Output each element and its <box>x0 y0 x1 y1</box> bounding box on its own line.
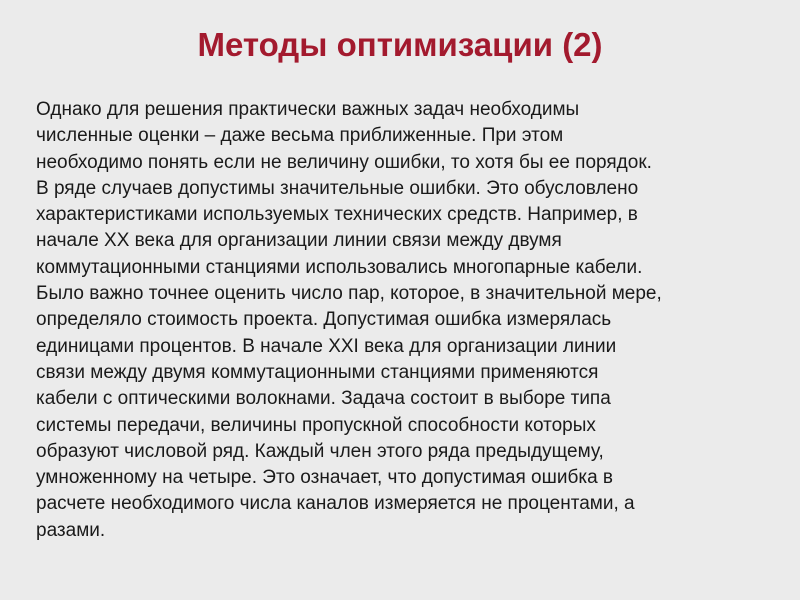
body-line: В ряде случаев допустимы значительные ошибки. Это обусловлено <box>36 177 639 199</box>
body-line: определяло стоимость проекта. Допустимая ошибка измерялась <box>36 309 612 331</box>
body-line: коммутационными станциями использовались многопарные кабели. <box>36 256 643 278</box>
body-line: Однако для решения практически важных задач необходимы <box>36 99 580 120</box>
body-line: образуют числовой ряд. Каждый член этого ряда предыдущему, <box>36 440 604 462</box>
body-line: связи между двумя коммутационными станциями применяются <box>36 361 599 383</box>
body-line: системы передачи, величины пропускной способности которых <box>36 414 596 436</box>
body-line: характеристиками используемых технических средств. Например, в <box>36 204 638 226</box>
body-line: кабели с оптическими волокнами. Задача состоит в выборе типа <box>36 388 611 410</box>
body-line: расчете необходимого числа каналов измеряется не процентами, а <box>36 493 635 515</box>
body-line: Было важно точнее оценить число пар, которое, в значительной мере, <box>36 283 662 305</box>
body-line: умноженному на четыре. Это означает, что допустимая ошибка в <box>36 467 614 489</box>
body-line: единицами процентов. В начале XXI века для организации линии <box>36 335 617 357</box>
slide-body-text <box>36 97 776 544</box>
body-line: численные оценки – даже весьма приближенные. При этом <box>36 125 564 147</box>
body-line: начале XX века для организации линии связи между двумя <box>36 230 562 252</box>
slide-title: Методы оптимизации (2) <box>197 26 603 63</box>
body-line: необходимо понять если не величину ошибки, то хотя бы ее порядок. <box>36 151 652 173</box>
body-line: разами. <box>36 519 106 541</box>
